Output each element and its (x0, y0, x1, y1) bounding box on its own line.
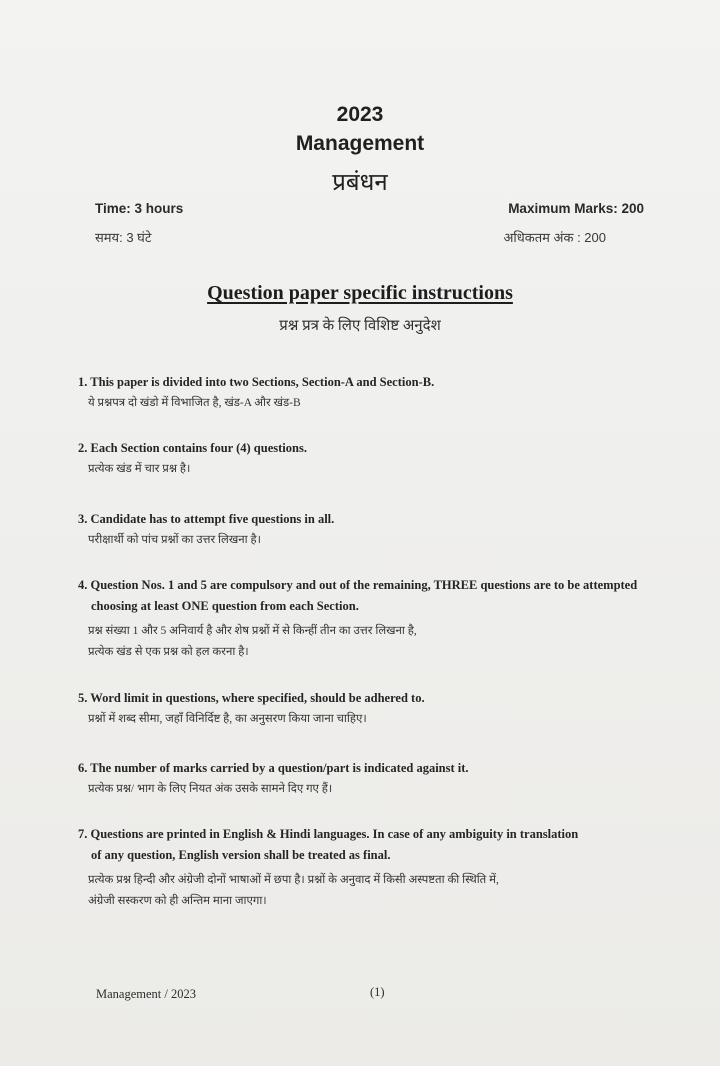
instruction-5-hindi: प्रश्नों में शब्द सीमा, जहाँ विनिर्दिष्ट है, का अनुसरण किया जाना चाहिए। (88, 713, 367, 725)
instruction-7-english-line-2: of any question, English version shall be treated as final. (91, 848, 391, 862)
instruction-7-hindi-line-1: प्रत्येक प्रश्न हिन्दी और अंग्रेजी दोनों भाषाओं में छपा है। प्रश्नों के अनुवाद में किसी अस्पष्टता की स्थिति में, (88, 874, 499, 886)
time-hindi: समय: 3 घंटे (95, 230, 152, 245)
page-number: (1) (370, 985, 385, 999)
instructions-title-english: Question paper specific instructions (207, 282, 513, 304)
instruction-item-1 (78, 372, 678, 414)
subject-title-hindi: प्रबंधन (332, 169, 388, 196)
instruction-item-7 (78, 824, 678, 912)
instruction-5-english: 5. Word limit in questions, where specified, should be adhered to. (78, 691, 425, 705)
instruction-item-5 (78, 688, 678, 730)
instruction-4-english-line-2: choosing at least ONE question from each Section. (91, 599, 359, 613)
instructions-title-hindi: प्रश्न प्रत्र के लिए विशिष्ट अनुदेश (279, 318, 441, 334)
instruction-4-english-line-1: 4. Question Nos. 1 and 5 are compulsory and out of the remaining, THREE questions are to be attempted (78, 578, 638, 592)
instruction-4-hindi-line-1: प्रश्न संख्या 1 और 5 अनिवार्य है और शेष प्रश्नों में से किन्हीं तीन का उत्तर लिखना है, (88, 625, 417, 637)
instruction-4-hindi-line-2: प्रत्येक खंड से एक प्रश्न को हल करना है। (88, 646, 249, 658)
instruction-item-3 (78, 509, 678, 551)
instruction-item-4 (78, 575, 678, 663)
instruction-item-6 (78, 758, 678, 800)
instruction-2-hindi: प्रत्येक खंड में चार प्रश्न है। (88, 463, 191, 475)
exam-year: 2023 (336, 103, 384, 126)
footer-paper-label: Management / 2023 (96, 987, 196, 1001)
instruction-item-2 (78, 438, 678, 480)
instruction-3-english: 3. Candidate has to attempt five questions in all. (78, 512, 335, 526)
instruction-3-hindi: परीक्षार्थी को पांच प्रश्नों का उत्तर लिखना है। (88, 534, 261, 546)
instruction-2-english: 2. Each Section contains four (4) questions. (78, 441, 307, 455)
max-marks-hindi: अधिकतम अंक : 200 (503, 230, 606, 245)
instruction-1-hindi: ये प्रश्नपत्र दो खंडो में विभाजित है, खंड-A और खंड-B (88, 397, 301, 409)
subject-title-english: Management (295, 132, 425, 155)
instruction-6-english: 6. The number of marks carried by a question/part is indicated against it. (78, 761, 469, 775)
max-marks-english: Maximum Marks: 200 (508, 201, 644, 216)
instruction-7-english-line-1: 7. Questions are printed in English & Hindi languages. In case of any ambiguity in translation (78, 827, 579, 841)
time-english: Time: 3 hours (95, 201, 184, 216)
instruction-6-hindi: प्रत्येक प्रश्न/ भाग के लिए नियत अंक उसके सामने दिए गए हैं। (88, 783, 333, 795)
instruction-7-hindi-line-2: अंग्रेजी सस्करण को ही अन्तिम माना जाएगा। (88, 895, 267, 907)
instruction-1-english: 1. This paper is divided into two Sections, Section-A and Section-B. (78, 375, 435, 389)
